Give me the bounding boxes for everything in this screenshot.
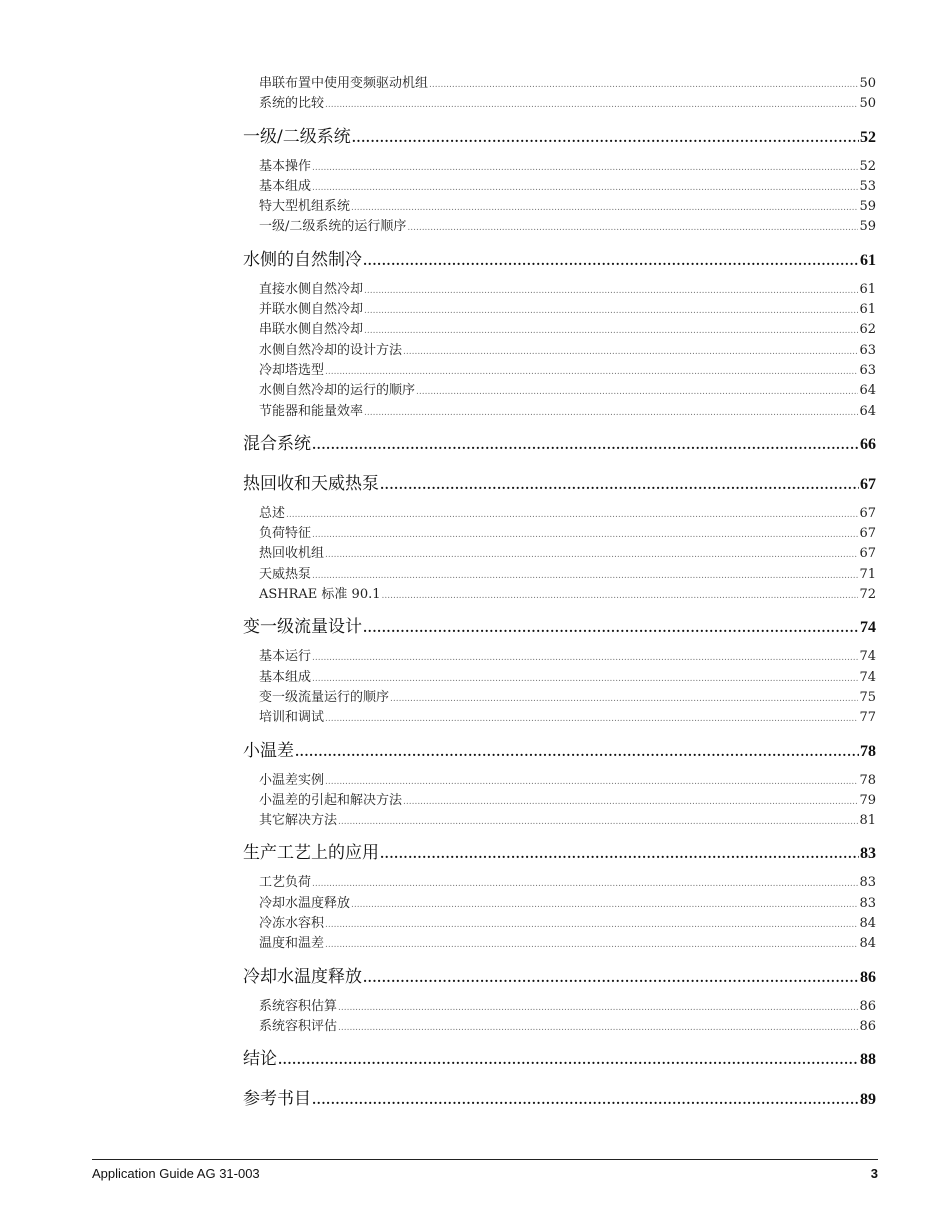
dot-leader	[325, 361, 858, 382]
toc-section-title: 水侧的自然制冷	[243, 249, 362, 270]
toc-section	[243, 966, 876, 988]
toc-entry-page: 86	[859, 998, 876, 1014]
toc-entry	[243, 320, 876, 340]
toc-section-title: 变一级流量设计	[243, 617, 362, 638]
toc-entry-page: 53	[859, 178, 876, 194]
toc-entry	[243, 997, 876, 1017]
dot-leader	[380, 842, 859, 865]
toc-entry-page: 59	[859, 219, 876, 235]
toc-entry-title: 节能器和能量效率	[259, 403, 364, 419]
toc-entry-title: 串联水侧自然冷却	[259, 322, 364, 338]
toc-entry-page: 84	[859, 936, 876, 952]
dot-leader	[352, 126, 859, 149]
toc-entry-title: 温度和温差	[259, 936, 325, 952]
toc-entry-title: 基本组成	[259, 669, 312, 685]
toc-entry	[243, 873, 876, 893]
toc-entry-page: 74	[859, 669, 876, 685]
toc-entry-page: 77	[859, 710, 876, 726]
toc-entry-title: 并联水侧自然冷却	[259, 302, 364, 318]
toc-section-title: 热回收和天威热泵	[243, 473, 379, 494]
toc-section-page: 89	[860, 1091, 876, 1109]
dot-leader	[351, 894, 858, 915]
toc-entry	[243, 217, 876, 237]
toc-entry-title: 天威热泵	[259, 566, 312, 582]
toc-entry	[243, 280, 876, 300]
footer-page-number: 3	[870, 1166, 878, 1181]
dot-leader	[363, 966, 859, 989]
toc-entry-page: 64	[859, 403, 876, 419]
toc-entry-page: 63	[859, 342, 876, 358]
footer-document-title: Application Guide AG 31-003	[92, 1166, 260, 1181]
toc-entry-title: 水侧自然冷却的设计方法	[259, 342, 403, 358]
toc-entry	[243, 791, 876, 811]
toc-entry-title: 系统的比较	[259, 96, 325, 112]
dot-leader	[312, 433, 859, 456]
dot-leader	[325, 708, 858, 729]
dot-leader	[364, 300, 858, 321]
dot-leader	[403, 791, 858, 812]
toc-entry-title: 冷冻水容积	[259, 916, 325, 932]
toc-section-title: 一级/二级系统	[243, 126, 351, 147]
toc-entry-title: 总述	[259, 505, 286, 521]
toc-entry-page: 74	[859, 649, 876, 665]
toc-entry	[243, 74, 876, 94]
toc-entry-page: 81	[859, 813, 876, 829]
dot-leader	[312, 524, 858, 545]
dot-leader	[363, 249, 859, 272]
toc-section-page: 66	[860, 435, 876, 453]
toc-entry	[243, 157, 876, 177]
toc-entry	[243, 647, 876, 667]
dot-leader	[312, 668, 858, 689]
toc-entry	[243, 565, 876, 585]
toc-entry-page: 52	[859, 158, 876, 174]
dot-leader	[407, 217, 858, 238]
toc-section	[243, 249, 876, 271]
toc-entry-page: 64	[859, 383, 876, 399]
toc-entry-page: 72	[859, 587, 876, 603]
toc-entry-title: 负荷特征	[259, 526, 312, 542]
dot-leader	[325, 94, 858, 115]
dot-leader	[325, 544, 858, 565]
toc-entry-title: 系统容积评估	[259, 1018, 338, 1034]
toc-entry-title: 直接水侧自然冷却	[259, 281, 364, 297]
toc-entry-page: 67	[859, 526, 876, 542]
dot-leader	[338, 1017, 858, 1038]
toc-entry	[243, 708, 876, 728]
dot-leader	[295, 740, 859, 763]
toc-section-page: 52	[860, 128, 876, 146]
toc-entry-page: 78	[859, 772, 876, 788]
toc-entry	[243, 585, 876, 605]
toc-entry-page: 71	[859, 566, 876, 582]
dot-leader	[312, 157, 858, 178]
toc-entry	[243, 177, 876, 197]
dot-leader	[429, 74, 858, 95]
dot-leader	[351, 197, 858, 218]
toc-entry-title: 基本操作	[259, 158, 312, 174]
toc-entry	[243, 811, 876, 831]
dot-leader	[416, 381, 858, 402]
toc-section-page: 83	[860, 845, 876, 863]
toc-section	[243, 740, 876, 762]
toc-entry	[243, 544, 876, 564]
toc-entry-page: 50	[859, 96, 876, 112]
toc-entry	[243, 1017, 876, 1037]
toc-entry-page: 67	[859, 546, 876, 562]
dot-leader	[312, 647, 858, 668]
toc-entry-page: 62	[859, 322, 876, 338]
footer-divider	[92, 1159, 878, 1160]
toc-entry-title: 特大型机组系统	[259, 199, 351, 215]
dot-leader	[325, 771, 858, 792]
dot-leader	[278, 1048, 859, 1071]
toc-section-page: 78	[860, 742, 876, 760]
toc-section-title: 小温差	[243, 740, 294, 761]
toc-entry	[243, 524, 876, 544]
page-footer	[92, 1166, 878, 1181]
dot-leader	[312, 177, 858, 198]
toc-section-title: 结论	[243, 1049, 277, 1070]
toc-section	[243, 433, 876, 455]
toc-entry-title: 工艺负荷	[259, 875, 312, 891]
dot-leader	[382, 585, 859, 606]
toc-entry-page: 83	[859, 895, 876, 911]
toc-section-page: 86	[860, 968, 876, 986]
toc-entry-page: 63	[859, 362, 876, 378]
toc-entry-page: 50	[859, 76, 876, 91]
toc-entry-page: 75	[859, 689, 876, 705]
toc-entry-title: 小温差实例	[259, 772, 325, 788]
toc-entry	[243, 381, 876, 401]
toc-section-title: 生产工艺上的应用	[243, 843, 379, 864]
toc-entry-title: 小温差的引起和解决方法	[259, 792, 403, 808]
toc-entry	[243, 300, 876, 320]
toc-entry-title: 其它解决方法	[259, 813, 338, 829]
toc-section-page: 61	[860, 251, 876, 269]
dot-leader	[364, 402, 858, 423]
toc-section	[243, 126, 876, 148]
toc-entry-page: 84	[859, 916, 876, 932]
dot-leader	[312, 565, 858, 586]
toc-entry	[243, 771, 876, 791]
toc-entry	[243, 402, 876, 422]
dot-leader	[390, 688, 858, 709]
toc-section	[243, 616, 876, 638]
toc-entry-page: 61	[859, 302, 876, 318]
toc-entry	[243, 688, 876, 708]
toc-section-page: 88	[860, 1051, 876, 1069]
toc-entry	[243, 934, 876, 954]
toc-section	[243, 1088, 876, 1110]
toc-section-title: 混合系统	[243, 433, 311, 454]
toc-entry-title: 变一级流量运行的顺序	[259, 689, 390, 705]
toc-entry	[243, 94, 876, 114]
toc-entry	[243, 361, 876, 381]
toc-entry-page: 79	[859, 792, 876, 808]
toc-entry-page: 83	[859, 875, 876, 891]
toc-entry-page: 59	[859, 199, 876, 215]
toc-entry-title: 热回收机组	[259, 546, 325, 562]
toc-section-page: 67	[860, 475, 876, 493]
dot-leader	[325, 914, 858, 935]
dot-leader	[312, 1088, 859, 1111]
dot-leader	[286, 504, 858, 525]
toc-entry-title: 一级/二级系统的运行顺序	[259, 219, 407, 235]
toc-entry-title: 水侧自然冷却的运行的顺序	[259, 383, 416, 399]
toc-entry	[243, 197, 876, 217]
dot-leader	[338, 811, 858, 832]
toc-entry	[243, 894, 876, 914]
dot-leader	[380, 473, 859, 496]
toc-entry-title: 串联布置中使用变频驱动机组	[259, 76, 429, 91]
toc-entry-title: 冷却塔选型	[259, 362, 325, 378]
toc-entry	[243, 914, 876, 934]
dot-leader	[403, 341, 858, 362]
toc-section-page: 74	[860, 619, 876, 637]
toc-entry-page: 61	[859, 281, 876, 297]
toc-section	[243, 473, 876, 495]
toc-section	[243, 1048, 876, 1070]
dot-leader	[312, 873, 858, 894]
dot-leader	[363, 616, 859, 639]
table-of-contents	[243, 74, 876, 1119]
toc-entry-title: ASHRAE 标准 90.1	[259, 587, 381, 603]
toc-section-title: 冷却水温度释放	[243, 966, 362, 987]
dot-leader	[364, 320, 858, 341]
toc-entry-title: 培训和调试	[259, 710, 325, 726]
toc-entry-title: 基本运行	[259, 649, 312, 665]
toc-entry-page: 67	[859, 505, 876, 521]
toc-entry-title: 冷却水温度释放	[259, 895, 351, 911]
dot-leader	[364, 280, 858, 301]
toc-section-title: 参考书目	[243, 1089, 311, 1110]
toc-section	[243, 842, 876, 864]
dot-leader	[325, 934, 858, 955]
dot-leader	[338, 997, 858, 1018]
toc-entry	[243, 504, 876, 524]
toc-entry	[243, 341, 876, 361]
toc-entry-title: 系统容积估算	[259, 998, 338, 1014]
toc-entry-page: 86	[859, 1018, 876, 1034]
toc-entry	[243, 668, 876, 688]
toc-entry-title: 基本组成	[259, 178, 312, 194]
